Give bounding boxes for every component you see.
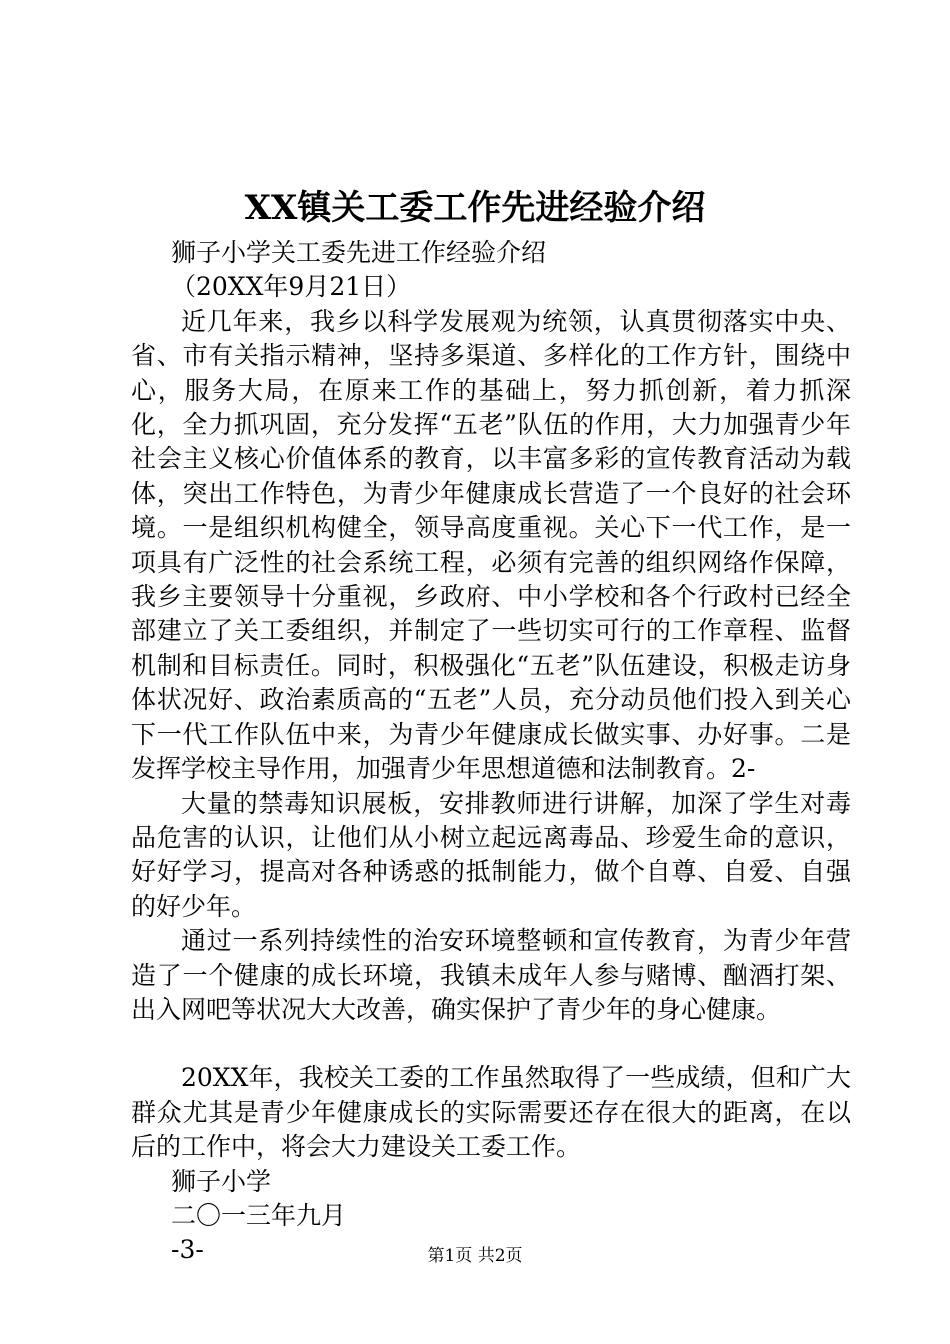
- paragraph: 通过一系列持续性的治安环境整顿和宣传教育，为青少年营造了一个健康的成长环境，我镇未成年人参与赌博、酗酒打架、出入网吧等状况大大改善，确实保护了青少年的身心健康。: [131, 926, 851, 1024]
- document-body: [131, 236, 851, 1268]
- paragraph-gap: [131, 1027, 851, 1061]
- page-marker: -3-: [171, 1235, 204, 1265]
- paragraph: 大量的禁毒知识展板，安排教师进行讲解，加深了学生对毒品危害的认识，让他们从小树立起远离毒品、珍爱生命的意识，好好学习，提高对各种诱惑的抵制能力，做个自尊、自爱、自强的好少年。: [131, 788, 851, 921]
- paragraph: 20XX年，我校关工委的工作虽然取得了一些成绩，但和广大群众尤其是青少年健康成长的实际需要还存在很大的距离，在以后的工作中，将会大力建设关工委工作。: [131, 1063, 851, 1162]
- subtitle: 狮子小学关工委先进工作经验介绍: [171, 238, 547, 267]
- document-title: XX镇关工委工作先进经验介绍: [244, 188, 706, 228]
- sign-date: 二〇一三年九月: [171, 1200, 347, 1230]
- signature: 狮子小学: [171, 1166, 272, 1196]
- page-footer: 第1页 共2页: [427, 1246, 523, 1266]
- paragraph: 近几年来，我乡以科学发展观为统领，认真贯彻落实中央、省、市有关指示精神，坚持多渠道、多样化的工作方针，围绕中心，服务大局，在原来工作的基础上，努力抓创新，着力抓深化，全力抓巩固，充分发挥“五老”队伍的作用，大力加强青少年社会主义核心价值体系的教育，以丰富多彩的宣传教育活动为载体，突出工作特色，为青少年健康成长营造了一个良好的社会环境。一是组织机构健全，领导高度重视。关心下一代工作，是一项具有广泛性的社会系统工程，必须有完善的组织网络作保障，我乡主要领导十分重视，乡政府、中小学校和各个行政村已经全部建立了关工委组织，并制定了一些切实可行的工作章程、监督机制和目标责任。同时，积极强化“五老”队伍建设，积极走访身体状况好、政治素质高的“五老”人员，充分动员他们投入到关心下一代工作队伍中来，为青少年健康成长做实事、办好事。二是发挥学校主导作用，加强青少年思想道德和法制教育。2-: [131, 306, 851, 784]
- date-line: （20XX年9月21日）: [171, 272, 412, 302]
